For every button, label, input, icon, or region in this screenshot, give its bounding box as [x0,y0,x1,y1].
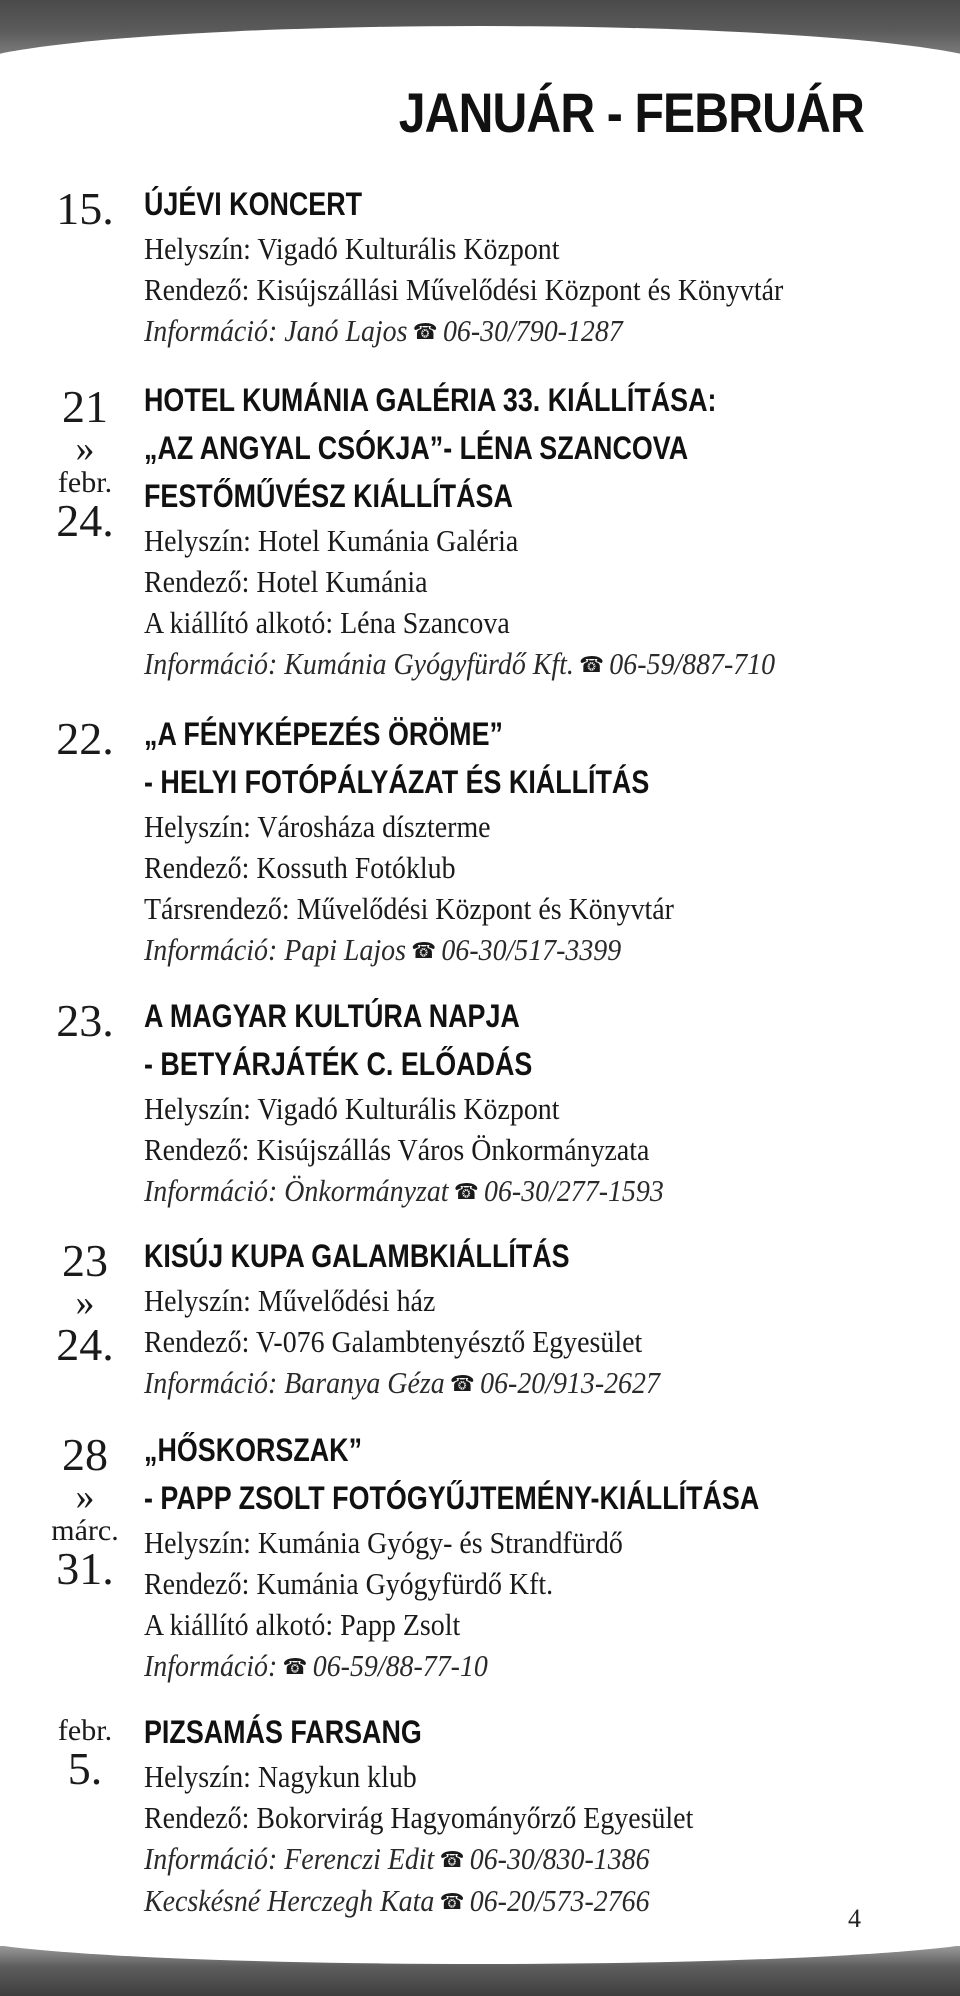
date-range-arrow: » [75,1282,95,1324]
event-title: KISÚJ KUPA GALAMBKIÁLLÍTÁS [144,1238,570,1274]
phone-icon: ☎ [439,1889,465,1914]
event-date [40,183,130,234]
event-title: „A FÉNYKÉPEZÉS ÖRÖME” [144,716,503,752]
event-title: FESTŐMŰVÉSZ KIÁLLÍTÁSA [144,478,513,514]
event-organizer: Rendező: Kumánia Gyógyfürdő Kft. [144,1566,554,1601]
info-phone: 06-59/887-710 [609,646,776,681]
info-phone: 06-30/277-1593 [484,1173,664,1208]
event-title: „AZ ANGYAL CSÓKJA”- LÉNA SZANCOVA [144,430,689,466]
phone-icon: ☎ [453,1179,479,1204]
date-end: 24. [56,1319,114,1370]
event-body [144,180,930,352]
info-contact: Információ: Janó Lajos [144,313,408,348]
info-phone: 06-30/517-3399 [441,932,622,967]
event-title: - PAPP ZSOLT FOTÓGYŰJTEMÉNY-KIÁLLÍTÁSA [144,1480,760,1516]
info-contact: Kecskésné Herczegh Kata [144,1883,435,1918]
event-info [144,929,851,971]
event-title: ÚJÉVI KONCERT [144,186,363,222]
event-artist: A kiállító alkotó: Léna Szancova [144,605,510,640]
phone-icon: ☎ [579,652,604,677]
event-body [144,1708,930,1922]
date-start: 21 [62,381,108,432]
event-organizer: Rendező: Kisújszállási Művelődési Központ és Könyvtár [144,272,784,307]
event-title: - BETYÁRJÁTÉK C. ELŐADÁS [144,1046,533,1082]
event-venue: Helyszín: Hotel Kumánia Galéria [144,523,519,558]
phone-icon: ☎ [439,1847,465,1872]
event-co-organizer: Társrendező: Művelődési Központ és Könyvtár [144,891,674,926]
event-body [144,1232,930,1404]
date-month: márc. [51,1514,119,1547]
event-organizer: Rendező: Kossuth Fotóklub [144,850,456,885]
phone-icon: ☎ [282,1654,308,1679]
phone-icon: ☎ [412,319,438,344]
event-info [144,1838,851,1880]
event-venue: Helyszín: Városháza díszterme [144,809,491,844]
phone-icon: ☎ [411,938,437,963]
event-organizer: Rendező: Hotel Kumánia [144,564,428,599]
event-date [40,1429,130,1594]
event-title: „HŐSKORSZAK” [144,1432,363,1468]
event-info [144,310,851,352]
event-title: PIZSAMÁS FARSANG [144,1714,422,1750]
date-end: 24. [56,495,114,546]
date-range-arrow: » [75,428,95,470]
event-venue: Helyszín: Művelődési ház [144,1283,436,1318]
date-day: 22. [56,713,114,764]
event-info [144,1170,851,1212]
info-contact: Információ: Papi Lajos [144,932,406,967]
event-date [40,1716,130,1792]
event-date [40,995,130,1046]
event-artist: A kiállító alkotó: Papp Zsolt [144,1607,461,1642]
event-organizer: Rendező: Kisújszállás Város Önkormányzata [144,1132,650,1167]
info-phone: 06-30/830-1386 [469,1841,650,1876]
info-contact: Információ: Önkormányzat [144,1173,449,1208]
event-info [144,643,851,685]
event-date [40,381,130,546]
event-venue: Helyszín: Kumánia Gyógy- és Strandfürdő [144,1525,623,1560]
page-title: JANUÁR - FEBRUÁR [398,81,864,144]
date-end: 31. [56,1543,114,1594]
date-month: febr. [57,466,113,499]
date-start: 23 [62,1235,108,1286]
event-organizer: Rendező: Bokorvirág Hagyományőrző Egyesület [144,1800,694,1835]
event-title: HOTEL KUMÁNIA GALÉRIA 33. KIÁLLÍTÁSA: [144,382,717,418]
info-contact: Információ: Kumánia Gyógyfürdő Kft. [144,646,574,681]
event-body [144,710,930,971]
event-venue: Helyszín: Vigadó Kulturális Központ [144,231,560,266]
event-body [144,992,930,1212]
date-range-arrow: » [75,1476,95,1518]
date-day: 5. [67,1743,103,1794]
event-info [144,1362,851,1404]
info-phone: 06-20/913-2627 [480,1365,660,1400]
event-organizer: Rendező: V-076 Galambtenyésztő Egyesület [144,1324,643,1359]
event-body [144,1426,930,1687]
event-body [144,376,930,685]
event-title: - HELYI FOTÓPÁLYÁZAT ÉS KIÁLLÍTÁS [144,764,650,800]
phone-icon: ☎ [450,1371,475,1396]
event-venue: Helyszín: Vigadó Kulturális Központ [144,1091,560,1126]
event-title: A MAGYAR KULTÚRA NAPJA [144,998,520,1034]
page-number: 4 [848,1904,861,1933]
info-contact: Információ: [144,1648,278,1683]
info-phone: 06-30/790-1287 [442,313,623,348]
info-phone: 06-59/88-77-10 [312,1648,488,1683]
event-info [144,1645,851,1687]
info-contact: Információ: Baranya Géza [144,1365,445,1400]
info-contact: Információ: Ferenczi Edit [144,1841,435,1876]
date-month: febr. [57,1714,113,1747]
date-start: 28 [62,1429,108,1480]
event-date [40,713,130,764]
info-phone: 06-20/573-2766 [469,1883,650,1918]
event-info [144,1880,851,1922]
date-day: 15. [56,183,114,234]
event-date [40,1235,130,1370]
event-venue: Helyszín: Nagykun klub [144,1759,417,1794]
date-day: 23. [56,995,114,1046]
